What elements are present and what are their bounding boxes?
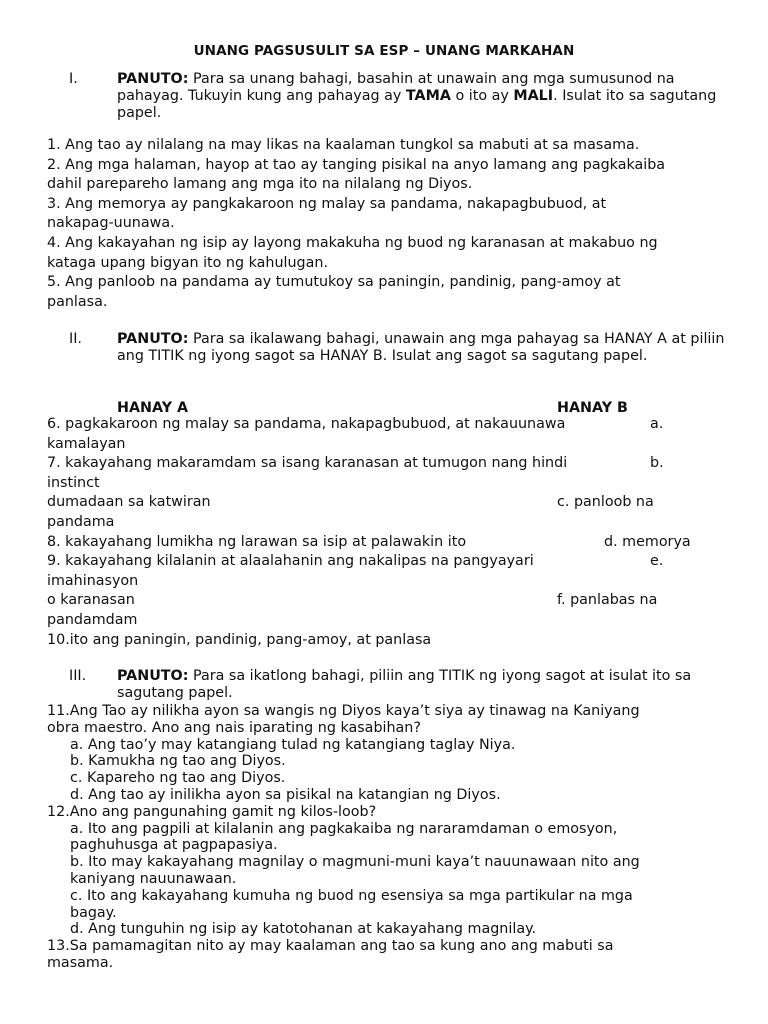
true-false-item-line: 3. Ang memorya ay pangkakaroon ng malay sa pandama, nakapagbubuod, at bbox=[47, 195, 607, 212]
hanay-a-text: 6. pagkakaroon ng malay sa pandama, nakapagbubuod, at nakauunawa bbox=[47, 416, 566, 432]
hanay-b-option: b. bbox=[650, 455, 664, 472]
section-1-text: PANUTO: Para sa unang bahagi, basahin at unawain ang mga sumusunod na pahayag. Tukuyin kung ang pahayag ay TAMA o ito ay MALI. Isulat ito sa sagutang papel. bbox=[117, 71, 717, 121]
hanay-a-text: pandamdam bbox=[47, 611, 138, 628]
matching-item-row bbox=[47, 454, 727, 474]
hanay-a-text: pandama bbox=[47, 513, 115, 530]
section-2-items bbox=[47, 415, 727, 650]
choice-line: a. Ito ang pagpili at kilalanin ang pagkakaiba ng nararamdaman o emosyon, bbox=[70, 820, 618, 837]
choice-line: bagay. bbox=[70, 904, 117, 921]
instructions-label: PANUTO: bbox=[117, 71, 189, 87]
choice-line: d. Ang tao ay inilikha ayon sa pisikal na katangian ng Diyos. bbox=[70, 786, 501, 803]
hanay-b-option: d. memorya bbox=[604, 533, 691, 550]
choice-line: b. Ito may kakayahang magnilay o magmuni-muni kaya’t nauunawaan nito ang bbox=[70, 854, 640, 871]
instructions-label: PANUTO: bbox=[117, 668, 189, 684]
hanay-a-text: instinct bbox=[47, 474, 100, 491]
hanay-a-text: 7. kakayahang makaramdam sa isang karanasan at tumugon nang hindi bbox=[47, 455, 568, 472]
choice-line: d. Ang tunguhin ng isip ay katotohanan at kakayahang magnilay. bbox=[70, 921, 537, 938]
mali-keyword: MALI bbox=[513, 88, 554, 104]
section-3-items bbox=[47, 703, 727, 972]
hanay-a-text: 8. kakayahang lumikha ng larawan sa isip at palawakin ito bbox=[47, 533, 467, 550]
section-1-numeral: I. bbox=[69, 71, 78, 87]
true-false-item-line: kataga upang bigyan ito ng kahulugan. bbox=[47, 254, 329, 271]
page-title: UNANG PAGSUSULIT SA ESP – UNANG MARKAHAN bbox=[193, 43, 575, 59]
true-false-item-line: nakapag-uunawa. bbox=[47, 215, 175, 232]
matching-item-row bbox=[47, 533, 727, 553]
matching-item-row bbox=[47, 572, 727, 592]
true-false-item-line: 2. Ang mga halaman, hayop at tao ay tanging pisikal na anyo lamang ang pagkakaiba bbox=[47, 156, 666, 173]
matching-item-row bbox=[47, 415, 727, 435]
choice-line: b. Kamukha ng tao ang Diyos. bbox=[70, 753, 286, 770]
true-false-item-line: panlasa. bbox=[47, 293, 108, 310]
question-line: 12.Ano ang pangunahing gamit ng kilos-loob? bbox=[47, 803, 377, 820]
hanay-a-text: dumadaan sa katwiran bbox=[47, 494, 211, 511]
section-3-text: PANUTO: Para sa ikatlong bahagi, piliin ang TITIK ng iyong sagot at isulat ito sa sagutang papel. bbox=[117, 668, 692, 701]
section-2-text: PANUTO: Para sa ikalawang bahagi, unawain ang mga pahayag sa HANAY A at piliin ang TITIK ng iyong sagot sa HANAY B. Isulat ang sagot sa sagutang papel. bbox=[117, 331, 725, 364]
hanay-a-text: kamalayan bbox=[47, 435, 126, 452]
matching-item-row bbox=[47, 631, 727, 651]
choice-line: paghuhusga at pagpapasiya. bbox=[70, 837, 278, 854]
tama-keyword: TAMA bbox=[405, 88, 451, 104]
hanay-b-heading: HANAY B bbox=[557, 400, 628, 416]
true-false-item-line: 4. Ang kakayahan ng isip ay layong makakuha ng buod ng karanasan at makabuo ng bbox=[47, 234, 658, 251]
section-2-numeral: II. bbox=[69, 331, 82, 347]
question-line: masama. bbox=[47, 954, 114, 971]
matching-item-row bbox=[47, 552, 727, 572]
true-false-item-line: dahil parepareho lamang ang mga ito na nilalang ng Diyos. bbox=[47, 176, 473, 193]
section-3-numeral: III. bbox=[69, 668, 87, 684]
hanay-a-text: imahinasyon bbox=[47, 572, 139, 589]
matching-item-row bbox=[47, 513, 727, 533]
matching-item-row bbox=[47, 474, 727, 494]
true-false-item-line: 1. Ang tao ay nilalang na may likas na kaalaman tungkol sa mabuti at sa masama. bbox=[47, 137, 640, 153]
true-false-item-line: 5. Ang panloob na pandama ay tumutukoy sa paningin, pandinig, pang-amoy at bbox=[47, 274, 621, 291]
section-3-instructions bbox=[47, 668, 727, 702]
choice-line: c. Kapareho ng tao ang Diyos. bbox=[70, 770, 286, 787]
instructions-label: PANUTO: bbox=[117, 331, 189, 347]
question-line: 11.Ang Tao ay nilikha ayon sa wangis ng Diyos kaya’t siya ay tinawag na Kaniyang bbox=[47, 703, 640, 719]
hanay-b-option: f. panlabas na bbox=[557, 592, 658, 609]
hanay-a-text: 9. kakayahang kilalanin at alaalahanin ang nakalipas na pangyayari bbox=[47, 553, 534, 570]
matching-item-row bbox=[47, 493, 727, 513]
hanay-a-heading: HANAY A bbox=[117, 400, 189, 416]
question-line: obra maestro. Ano ang nais iparating ng kasabihan? bbox=[47, 719, 421, 736]
choice-line: a. Ang tao’y may katangiang tulad ng katangiang taglay Niya. bbox=[70, 736, 516, 753]
hanay-b-option: a. bbox=[650, 416, 664, 432]
hanay-b-option: c. panloob na bbox=[557, 494, 654, 511]
hanay-b-option: e. bbox=[650, 553, 664, 570]
hanay-a-text: 10.ito ang paningin, pandinig, pang-amoy, at panlasa bbox=[47, 631, 432, 648]
question-line: 13.Sa pamamagitan nito ay may kaalaman ang tao sa kung ano ang mabuti sa bbox=[47, 938, 614, 955]
section-2-instructions bbox=[47, 331, 727, 365]
hanay-a-text: o karanasan bbox=[47, 592, 135, 609]
matching-item-row bbox=[47, 591, 727, 611]
choice-line: kaniyang nauunawaan. bbox=[70, 870, 237, 887]
matching-item-row bbox=[47, 435, 727, 455]
section-1-instructions bbox=[47, 71, 727, 122]
section-1-items bbox=[47, 136, 727, 312]
choice-line: c. Ito ang kakayahang kumuha ng buod ng esensiya sa mga partikular na mga bbox=[70, 887, 633, 904]
matching-item-row bbox=[47, 611, 727, 631]
